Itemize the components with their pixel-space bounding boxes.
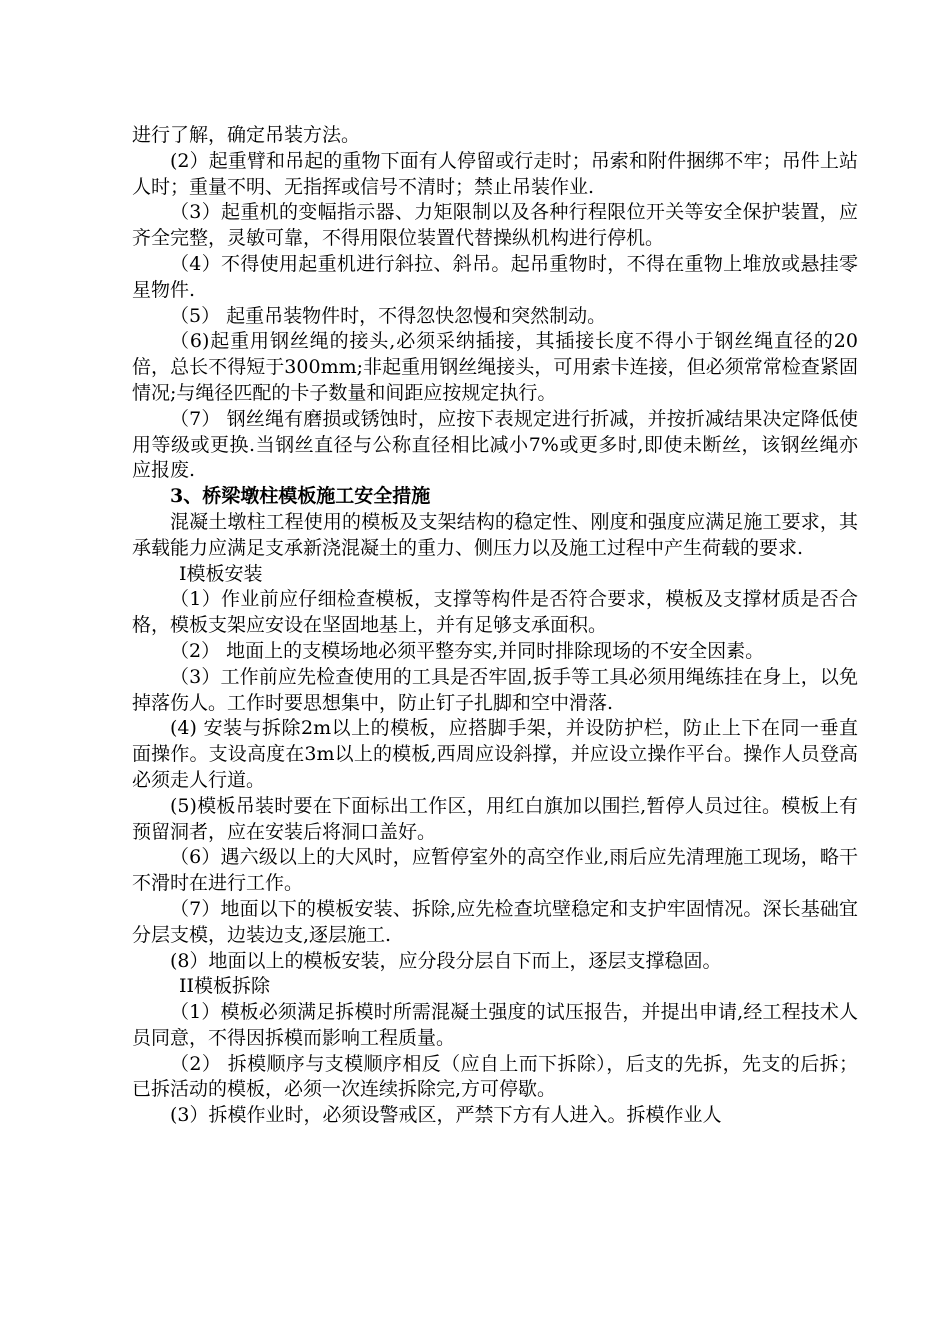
removal-item-3: (3）拆模作业时，必须设警戒区，严禁下方有人进入。拆模作业人 [170,1104,722,1127]
paragraph-item-2: (2）起重臂和吊起的重物下面有人停留或行走时；吊索和附件捆绑不牢；吊件上站人时；重量不明、无指挥或信号不清时；禁止吊装作业. [132,149,858,198]
removal-item-1: （1）模板必须满足拆模时所需混凝土强度的试压报告，并提出申请,经工程技术人员同意，不得因拆模而影响工程质量。 [132,1001,858,1049]
page-content [132,123,858,1129]
install-item-8: (8）地面以上的模板安装，应分段分层自下而上，逐层支撑稳固。 [170,949,722,972]
install-item-5: (5)模板吊装时要在下面标出工作区，用红白旗加以围拦,暂停人员过往。模板上有预留洞者，应在安装后将洞口盖好。 [132,794,858,843]
section-heading: 3、桥梁墩柱模板施工安全措施 [170,485,431,508]
install-item-7: （7）地面以下的模板安装、拆除,应先检查坑壁稳定和支护牢固情况。深长基础宜分层支模，边装边支,逐层施工. [132,897,858,946]
install-item-2: （2） 地面上的支模场地必须平整夯实,并同时排除现场的不安全因素。 [170,639,765,662]
install-item-1: （1）作业前应仔细检查模板，支撑等构件是否符合要求，模板及支撑材质是否合格，模板支架应安设在坚固地基上，并有足够支承面积。 [132,588,858,637]
paragraph-continuation: 进行了解，确定吊装方法。 [132,124,361,146]
section-intro: 混凝土墩柱工程使用的模板及支架结构的稳定性、刚度和强度应满足施工要求，其承载能力应满足支承新浇混凝土的重力、侧压力以及施工过程中产生荷载的要求. [132,510,858,559]
install-item-4: (4) 安装与拆除2m以上的模板，应搭脚手架，并设防护栏，防止上下在同一垂直面操作。支设高度在3m以上的模板,西周应设斜撑，并应设立操作平台。操作人员登高必须走人行道。 [132,717,858,791]
install-item-6: （6）遇六级以上的大风时，应暂停室外的高空作业,雨后应先清理施工现场，略干不滑时在进行工作。 [132,846,858,895]
paragraph-item-4: （4）不得使用起重机进行斜拉、斜吊。起吊重物时，不得在重物上堆放或悬挂零星物件. [132,252,858,301]
paragraph-item-7: （7） 钢丝绳有磨损或锈蚀时，应按下表规定进行折减，并按折减结果决定降低使用等级或更换.当钢丝直径与公称直径相比减小7%或更多时,即使未断丝，该钢丝绳亦应报废. [132,407,858,482]
paragraph-item-5: （5） 起重吊装物件时，不得忽快忽慢和突然制动。 [170,304,607,327]
subsection-title-install: I模板安装 [179,562,263,585]
install-item-3: （3）工作前应先检查使用的工具是否牢固,扳手等工具必须用绳练挂在身上，以免掉落伤人。工作时要思想集中，防止钉子扎脚和空中滑落. [132,665,858,714]
subsection-title-removal: II模板拆除 [179,975,271,998]
paragraph-item-6: （6)起重用钢丝绳的接头,必须采纳插接，其插接长度不得小于钢丝绳直径的20倍，总长不得短于300mm;非起重用钢丝绳接头，可用索卡连接，但必须常常检查紧固情况;与绳径匹配的卡子数量和间距应按规定执行。 [132,330,858,404]
paragraph-item-3: （3）起重机的变幅指示器、力矩限制以及各种行程限位开关等安全保护装置，应齐全完整，灵敏可靠，不得用限位装置代替操纵机构进行停机。 [132,201,858,250]
removal-item-2: （2） 拆模顺序与支模顺序相反（应自上而下拆除），后支的先拆，先支的后拆；已拆活动的模板，必须一次连续拆除完,方可停歇。 [132,1052,858,1101]
